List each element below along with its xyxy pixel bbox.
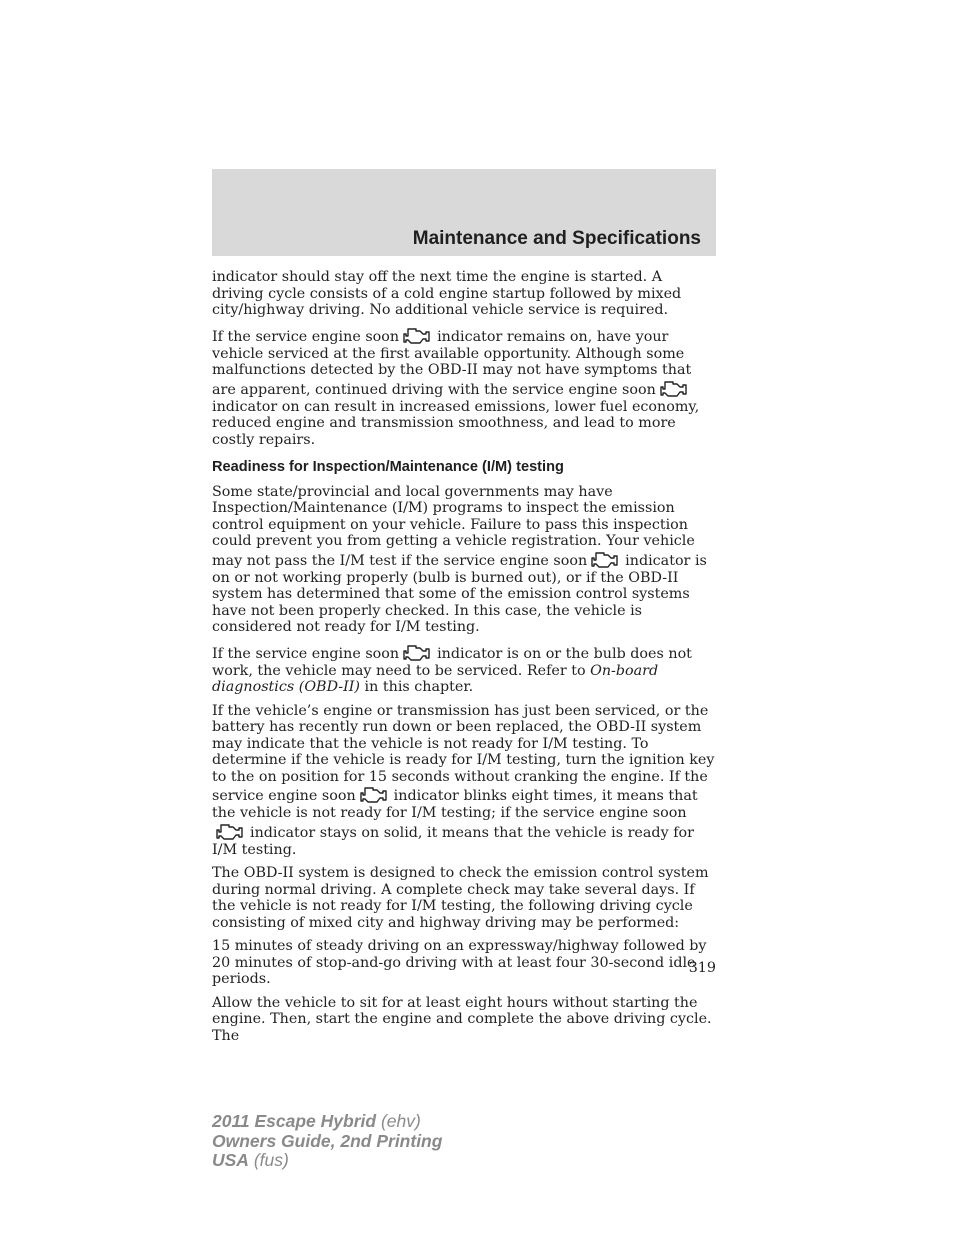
service-engine-soon-icon: [360, 785, 390, 805]
footer-market: USA: [212, 1150, 249, 1170]
obd-ii-reference: On-board diagnostics (OBD-II): [212, 662, 659, 695]
footer-line-3: [212, 1151, 442, 1171]
footer-model: 2011 Escape Hybrid: [212, 1111, 377, 1131]
paragraph-5-text-a: If the vehicle’s engine or transmission has just been serviced, or the battery has recently run down or been replaced, the OBD-II system may indicate that the vehicle is not ready for I/M testing. To determine if the vehicle is ready for I/M testing, turn the ignition key to the on position for 15 seconds without cranking the engine. If the service engine soon: [212, 702, 715, 804]
service-engine-soon-icon: [403, 326, 433, 346]
paragraph-3-text-a: Some state/provincial and local governments may have Inspection/Maintenance (I/M) programs to inspect the emission control equipment on your vehicle. Failure to pass this inspection could prevent you from getting a vehicle registration. Your vehicle may not pass the I/M test if the service engine soon: [212, 483, 695, 569]
service-engine-soon-icon: [660, 379, 690, 399]
service-engine-soon-icon: [216, 822, 246, 842]
paragraph-5: [212, 703, 716, 859]
footer-model-code: (ehv): [380, 1111, 421, 1131]
footer-market-code: (fus): [253, 1150, 289, 1170]
paragraph-8: Allow the vehicle to sit for at least eight hours without starting the engine. Then, start the engine and complete the above driving cycle. The: [212, 994, 712, 1044]
section-header-band: [212, 169, 716, 256]
document-footer: [212, 1112, 442, 1171]
paragraph-4-text-c: in this chapter.: [364, 679, 474, 695]
paragraph-5-text-c: indicator stays on solid, it means that the vehicle is ready for I/M testing.: [212, 824, 694, 858]
paragraph-3: [212, 484, 716, 636]
footer-printing: Owners Guide, 2nd Printing: [212, 1130, 443, 1151]
service-engine-soon-icon: [591, 550, 621, 570]
footer-line-1: [212, 1112, 442, 1132]
footer-line-2: [212, 1132, 442, 1152]
paragraph-2-text-b: indicator remains on, have your vehicle serviced at the first available opportunity. Although some malfunctions detected by the OBD-II may not have symptoms that are apparent, continued driving with the service engine soon: [212, 328, 692, 398]
subheading-im-testing: Readiness for Inspection/Maintenance (I/M) testing: [212, 459, 564, 475]
paragraph-4: [212, 643, 716, 696]
paragraph-5-text-b: indicator blinks eight times, it means that the vehicle is not ready for I/M testing; if the service engine soon: [212, 788, 698, 821]
service-engine-soon-icon: [403, 643, 433, 663]
paragraph-3-text-b: indicator is on or not working properly (bulb is burned out), or if the OBD-II system has determined that some of the emission control systems have not been properly checked. In this case, the vehicle is considered not ready for I/M testing.: [212, 552, 707, 635]
paragraph-6: The OBD-II system is designed to check the emission control system during normal driving. A complete check may take several days. If the vehicle is not ready for I/M testing, the following driving cycle consisting of mixed city and highway driving may be performed:: [212, 865, 709, 931]
paragraph-7: 15 minutes of steady driving on an expressway/highway followed by 20 minutes of stop-and-go driving with at least four 30-second idle periods.: [212, 938, 707, 987]
section-title: Maintenance and Specifications: [412, 228, 701, 249]
paragraph-2-text-c: indicator on can result in increased emissions, lower fuel economy, reduced engine and transmission smoothness, and lead to more costly repairs.: [212, 398, 700, 448]
paragraph-1: indicator should stay off the next time the engine is started. A driving cycle consists of a cold engine startup followed by mixed city/highway driving. No additional vehicle service is required.: [212, 269, 682, 318]
paragraph-4-text-b: indicator is on or the bulb does not work, the vehicle may need to be serviced. Refer to: [212, 645, 692, 679]
paragraph-2: [212, 326, 716, 449]
paragraph-2-text-a: If the service engine soon: [212, 328, 400, 345]
paragraph-4-text-a: If the service engine soon: [212, 645, 400, 662]
page-content: [212, 269, 716, 1051]
page-number: 319: [688, 960, 716, 976]
